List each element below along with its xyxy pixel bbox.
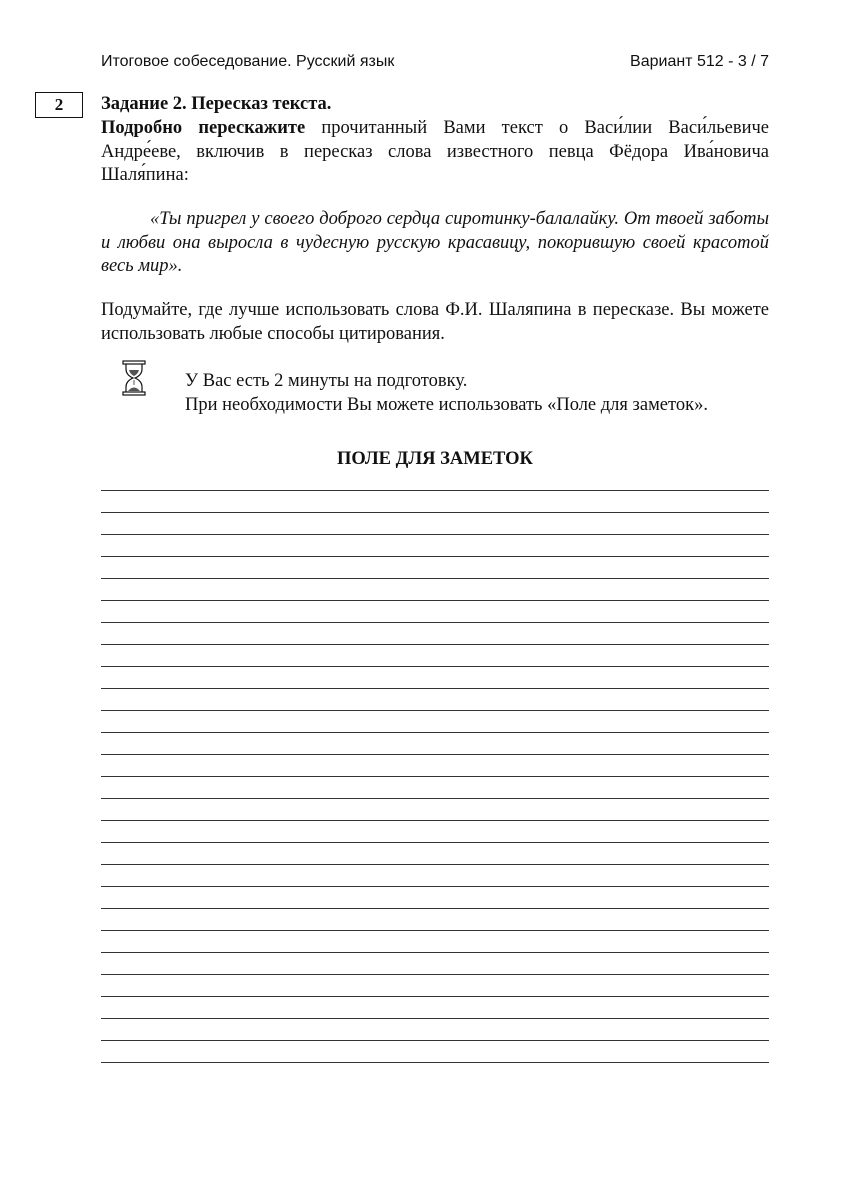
note-line — [101, 688, 769, 689]
variant-label: Вариант 512 - 3 / 7 — [630, 53, 769, 70]
note-line — [101, 974, 769, 975]
note-line — [101, 556, 769, 557]
note-line — [101, 534, 769, 535]
note-line — [101, 622, 769, 623]
note-line — [101, 820, 769, 821]
note-line — [101, 864, 769, 865]
instruction-emphasis: Подробно перескажите — [101, 118, 306, 138]
note-line — [101, 732, 769, 733]
note-line — [101, 798, 769, 799]
note-line — [101, 600, 769, 601]
note-line — [101, 842, 769, 843]
note-line — [101, 1040, 769, 1041]
chaliapin-quote: «Ты пригрел у своего доброго сердца сиротинку-балалайку. От твоей заботы и любви она выросла в чудесную русскую красавицу, покорившую своей красотой весь мир». — [101, 209, 769, 276]
notes-title: ПОЛЕ ДЛЯ ЗАМЕТОК — [337, 449, 533, 469]
note-line — [101, 1062, 769, 1063]
task-instruction — [101, 117, 769, 188]
note-line — [101, 886, 769, 887]
note-line — [101, 952, 769, 953]
note-line — [101, 710, 769, 711]
note-line — [101, 666, 769, 667]
note-line — [101, 490, 769, 491]
note-line — [101, 908, 769, 909]
note-line — [101, 930, 769, 931]
note-line — [101, 644, 769, 645]
citation-advice: Подумайте, где лучше использовать слова Ф.И. Шаляпина в пересказе. Вы можете использовать любые способы цитирования. — [101, 300, 769, 344]
task-number-box: 2 — [35, 92, 83, 118]
note-line — [101, 754, 769, 755]
task-title: Задание 2. Пересказ текста. — [101, 94, 332, 114]
preparation-time: У Вас есть 2 минуты на подготовку. — [185, 371, 468, 391]
notes-hint: При необходимости Вы можете использовать «Поле для заметок». — [185, 394, 708, 415]
note-line — [101, 1018, 769, 1019]
note-line — [101, 776, 769, 777]
note-line — [101, 996, 769, 997]
page-header — [101, 53, 769, 75]
note-line — [101, 578, 769, 579]
hourglass-icon — [122, 360, 146, 396]
preparation-info — [185, 370, 708, 417]
exam-title: Итоговое собеседование. Русский язык — [101, 53, 395, 70]
instruction-text: прочитанный Вами текст о Васи́лии Васи́льевиче Андре́еве, включив в пересказ слова известного певца Фёдора Ива́новича Шаля́пина: — [101, 118, 769, 185]
note-line — [101, 512, 769, 513]
